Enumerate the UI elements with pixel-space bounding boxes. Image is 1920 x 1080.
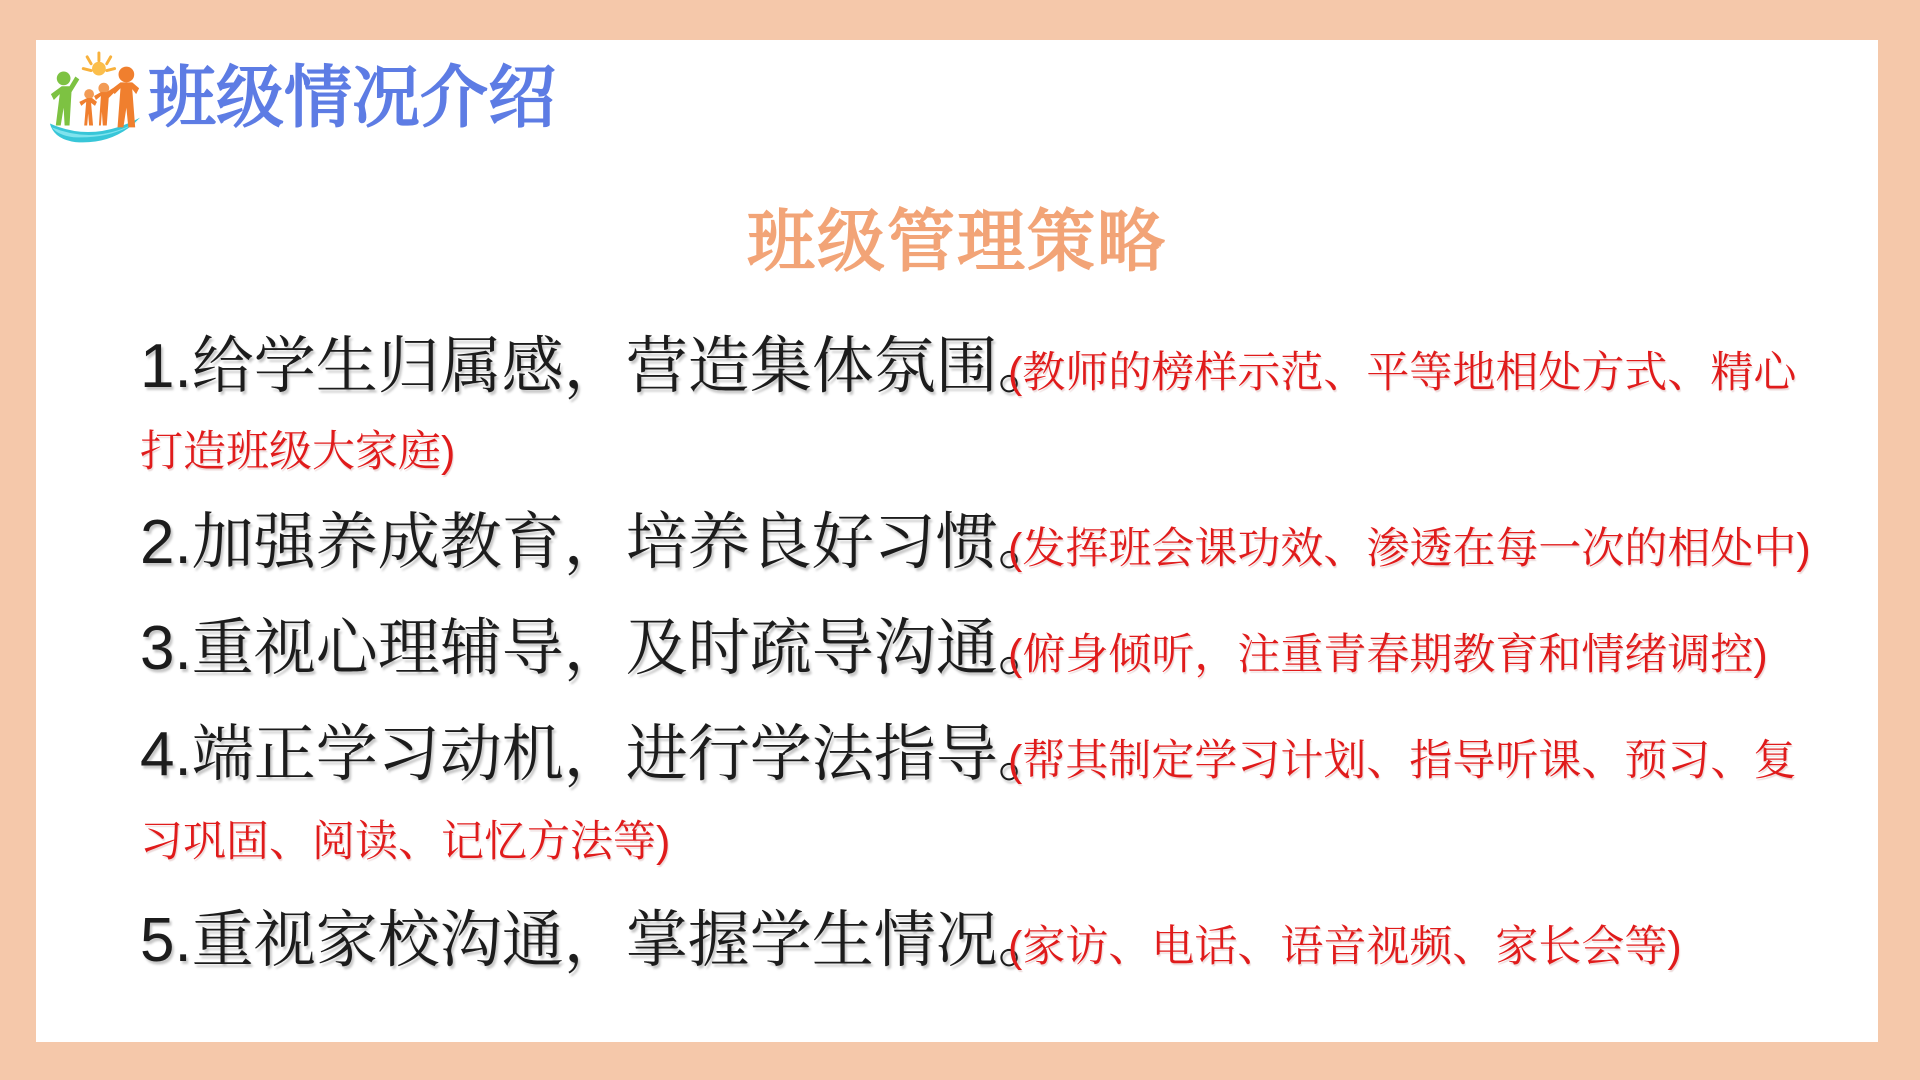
list-item bbox=[140, 327, 1848, 413]
slide-title: 班级管理策略 bbox=[746, 204, 1167, 280]
item-text: 1.给学生归属感，营造集体氛围。 bbox=[140, 332, 1060, 401]
list-item bbox=[140, 901, 1848, 987]
slide bbox=[36, 40, 1878, 1042]
list-item bbox=[140, 715, 1848, 801]
header bbox=[36, 40, 1878, 150]
item-text: 3.重视心理辅导，及时疏导沟通。 bbox=[140, 614, 1060, 683]
item-note: (教师的榜样示范、平等地相处方式、精心 bbox=[1008, 349, 1797, 397]
item-note: (帮其制定学习计划、指导听课、预习、复 bbox=[1008, 737, 1797, 785]
strategy-list bbox=[36, 327, 1878, 987]
page-title: 班级情况介绍 bbox=[148, 60, 557, 136]
item-note-continuation: 习巩固、阅读、记忆方法等) bbox=[140, 818, 671, 866]
family-group-icon bbox=[44, 49, 146, 147]
list-item bbox=[140, 503, 1848, 589]
item-text: 4.端正学习动机，进行学法指导。 bbox=[140, 720, 1060, 789]
item-note-continuation: 打造班级大家庭) bbox=[140, 428, 456, 476]
item-note: (发挥班会课功效、渗透在每一次的相处中) bbox=[1008, 525, 1811, 573]
item-text: 5.重视家校沟通，掌握学生情况。 bbox=[140, 906, 1060, 975]
item-text: 2.加强养成教育，培养良好习惯。 bbox=[140, 508, 1060, 577]
item-note: (家访、电话、语音视频、家长会等) bbox=[1008, 923, 1682, 971]
list-item bbox=[140, 609, 1848, 695]
item-note: (俯身倾听，注重青春期教育和情绪调控) bbox=[1008, 631, 1768, 679]
